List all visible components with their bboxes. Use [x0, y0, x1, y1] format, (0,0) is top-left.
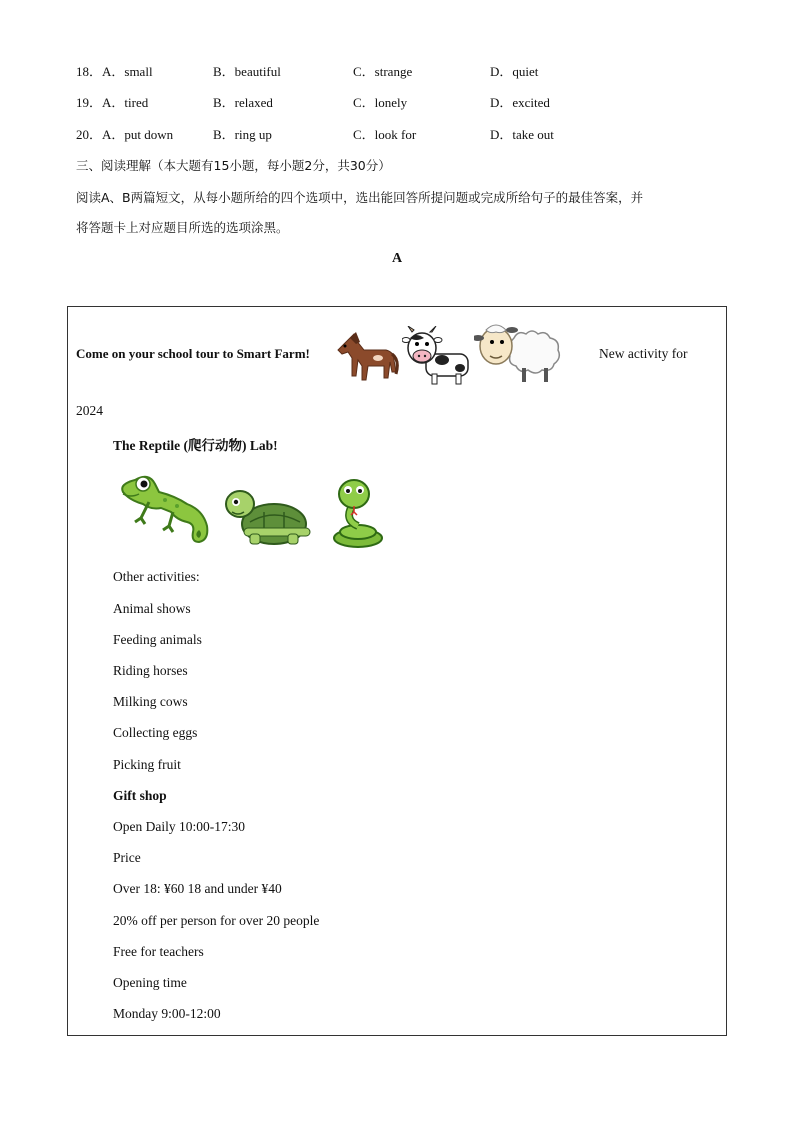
- reptile-lab-title: The Reptile (爬行动物) Lab!: [113, 438, 278, 453]
- year-text: 2024: [76, 403, 103, 418]
- other-activities-title: Other activities:: [113, 569, 200, 584]
- activity-item: Feeding animals: [113, 632, 202, 647]
- question-18-option-b: B．beautiful: [213, 64, 281, 79]
- question-19-option-a: 19．A．tired: [76, 95, 149, 110]
- activity-item: Animal shows: [113, 601, 191, 616]
- question-20-option-a: 20．A．put down: [76, 127, 174, 142]
- question-20-option-b: B．ring up: [213, 127, 272, 142]
- section-title: 三、阅读理解（本大题有15小题，每小题2分，共30分）: [76, 158, 391, 173]
- discount-text: 20% off per person for over 20 people: [113, 913, 320, 928]
- ad-headline: Come on your school tour to Smart Farm!: [76, 346, 310, 361]
- gift-shop-title: Gift shop: [113, 788, 167, 803]
- question-18: [76, 62, 716, 82]
- price-title: Price: [113, 850, 141, 865]
- question-18-option-c: C．strange: [353, 64, 413, 79]
- instructions-line-1: 阅读A、B两篇短文，从每小题所给的四个选项中，选出能回答所提问题或完成所给句子的最佳答案，并: [76, 190, 644, 205]
- snake-icon: [330, 476, 386, 550]
- horse-icon: [334, 330, 400, 388]
- price-line: Over 18: ¥60 18 and under ¥40: [113, 881, 282, 896]
- activity-item: Picking fruit: [113, 757, 181, 772]
- monday-hours-text: Monday 9:00-12:00: [113, 1006, 221, 1021]
- activity-item: Collecting eggs: [113, 725, 198, 740]
- question-20: [76, 125, 716, 145]
- cow-icon: [402, 326, 472, 388]
- question-19: [76, 93, 716, 113]
- free-teachers-text: Free for teachers: [113, 944, 204, 959]
- question-18-option-a: 18．A．small: [76, 64, 153, 79]
- passage-label: A: [392, 251, 403, 266]
- question-19-option-b: B．relaxed: [213, 95, 273, 110]
- activity-item: Milking cows: [113, 694, 188, 709]
- question-19-option-c: C．lonely: [353, 95, 408, 110]
- activity-item: Riding horses: [113, 663, 188, 678]
- question-20-option-c: C．look for: [353, 127, 417, 142]
- opening-time-title: Opening time: [113, 975, 187, 990]
- question-20-option-d: D．take out: [490, 127, 554, 142]
- turtle-icon: [220, 484, 312, 548]
- question-19-option-d: D．excited: [490, 95, 550, 110]
- open-daily-text: Open Daily 10:00-17:30: [113, 819, 245, 834]
- sheep-icon: [474, 316, 564, 386]
- lizard-icon: [115, 470, 213, 548]
- question-18-option-d: D．quiet: [490, 64, 539, 79]
- instructions-line-2: 将答题卡上对应题目所选的选项涂黑。: [76, 220, 289, 235]
- new-activity-text: New activity for: [599, 346, 688, 361]
